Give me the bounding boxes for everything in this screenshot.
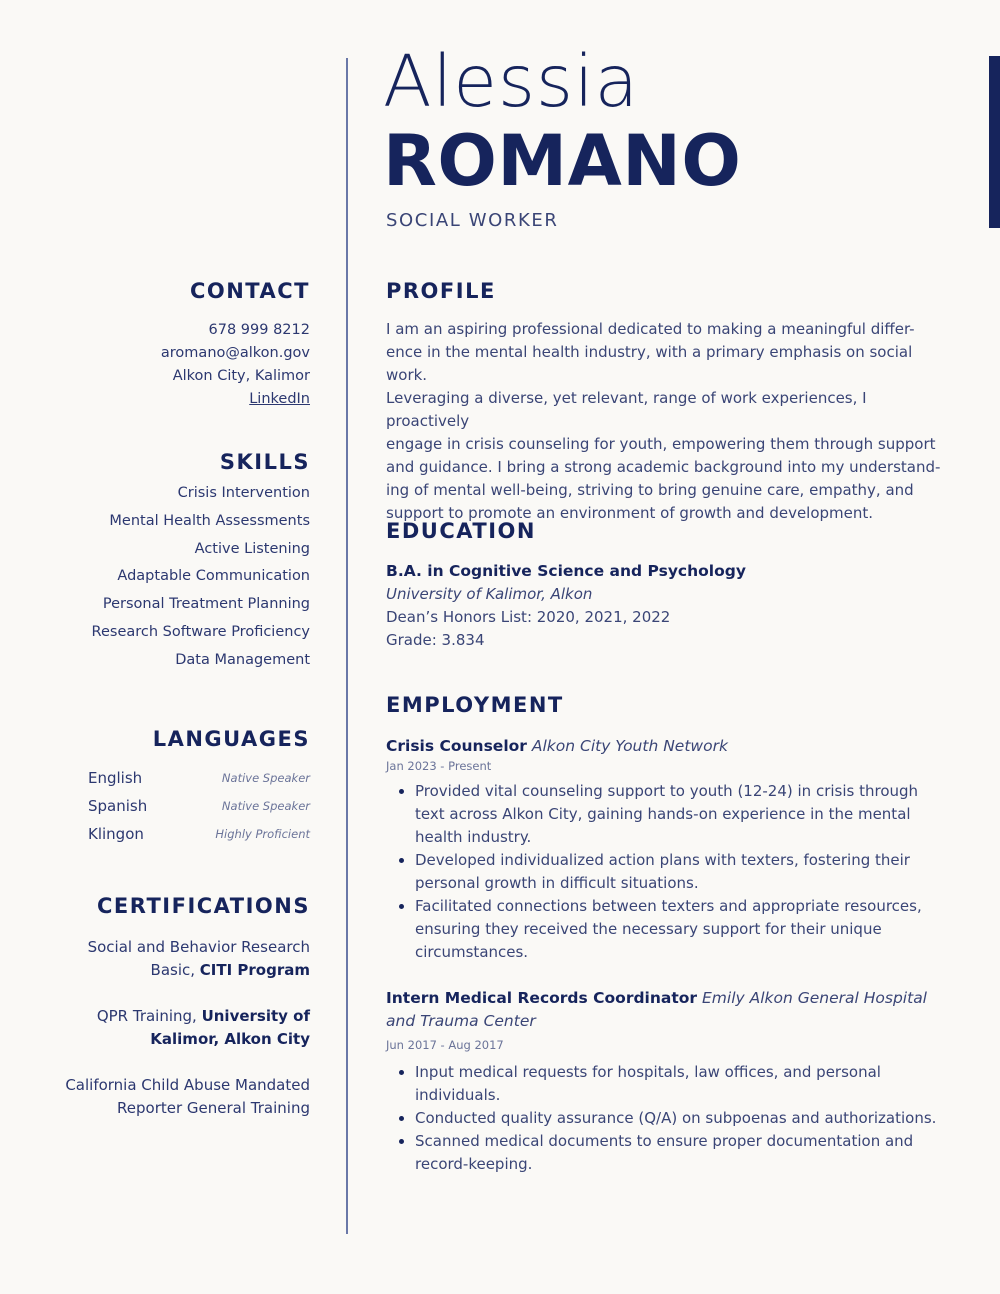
- skills-heading: SKILLS: [219, 450, 310, 474]
- skill-item: Personal Treatment Planning: [102, 596, 310, 613]
- job-bullet: • Scanned medical documents to ensure proper documentation and record-keeping.: [415, 1130, 946, 1176]
- certification-line: Reporter General Training: [117, 1099, 310, 1117]
- certification-issuer: CITI Program: [199, 961, 310, 979]
- languages-heading: LANGUAGES: [152, 727, 310, 751]
- language-row: [88, 764, 310, 792]
- job-bullet: • Facilitated connections between texters and appropriate resources, ensuring they received the necessary support for their unique circumstances.: [415, 895, 946, 964]
- job-bullet: • Developed individualized action plans with texters, fostering their personal growth in difficult situations.: [415, 849, 946, 895]
- language-level: Native Speaker: [221, 799, 310, 813]
- skill-item: Crisis Intervention: [177, 485, 310, 501]
- language-name: Spanish: [88, 797, 148, 815]
- honors: Dean’s Honors List: 2020, 2021, 2022: [386, 608, 671, 626]
- skill-item: Active Listening: [194, 540, 310, 557]
- profile-line: and guidance. I bring a strong academic background into my understand-: [386, 458, 941, 476]
- contact-heading: CONTACT: [189, 279, 310, 303]
- degree: B.A. in Cognitive Science and Psychology: [386, 562, 746, 580]
- language-row: [88, 820, 310, 848]
- language-level: Highly Proficient: [215, 827, 310, 841]
- job-bullets: [386, 1061, 946, 1176]
- profile-text: [386, 318, 946, 525]
- skill-item: Adaptable Communication: [117, 568, 310, 585]
- job-entry: [386, 987, 946, 1176]
- certification-item: [65, 1005, 310, 1051]
- job-role-line: [386, 987, 946, 1033]
- job-title: SOCIAL WORKER: [386, 210, 559, 231]
- accent-bar: [989, 56, 1000, 228]
- certifications-heading: CERTIFICATIONS: [96, 894, 310, 918]
- job-bullet: • Input medical requests for hospitals, law offices, and personal individuals.: [415, 1061, 946, 1107]
- job-org: Alkon City Youth Network: [531, 737, 728, 755]
- profile-line: I am an aspiring professional dedicated to making a meaningful differ-: [386, 320, 915, 338]
- certification-line: California Child Abuse Mandated: [65, 1076, 310, 1094]
- last-name: ROMANO: [383, 120, 742, 202]
- certification-line: [65, 1005, 310, 1028]
- certification-line: Social and Behavior Research: [87, 938, 310, 956]
- language-name: English: [88, 769, 143, 787]
- profile-line: support to promote an environment of growth and development.: [386, 504, 874, 522]
- linkedin-link[interactable]: LinkedIn: [249, 391, 310, 407]
- employment-heading: EMPLOYMENT: [386, 693, 564, 717]
- certification-item: [65, 936, 310, 982]
- certification-issuer: Kalimor, Alkon City: [150, 1030, 310, 1048]
- profile-line: engage in crisis counseling for youth, empowering them through support: [386, 435, 936, 453]
- grade: Grade: 3.834: [386, 631, 485, 649]
- language-row: [88, 792, 310, 820]
- job-bullets: [386, 780, 946, 964]
- skill-item: Research Software Proficiency: [91, 623, 310, 640]
- profile-line: ence in the mental health industry, with a primary emphasis on social work.: [386, 343, 913, 384]
- job-role-line: [386, 735, 946, 758]
- job-role: Crisis Counselor: [386, 737, 527, 755]
- certification-text: Basic,: [150, 961, 200, 979]
- languages-section: [153, 727, 310, 751]
- job-dates: Jun 2017 - Aug 2017: [386, 1038, 504, 1052]
- first-name: Alessia: [383, 40, 640, 123]
- contact-phone: 678 999 8212: [208, 322, 310, 338]
- skills-section: [92, 450, 310, 675]
- contact-email[interactable]: aromano@alkon.gov: [160, 345, 310, 361]
- skill-item: Data Management: [175, 651, 310, 668]
- job-role: Intern Medical Records Coordinator: [386, 989, 698, 1007]
- certifications-section: [65, 894, 310, 1120]
- language-name: Klingon: [88, 825, 144, 843]
- profile-line: Leveraging a diverse, yet relevant, range of work experiences, I proactively: [386, 389, 867, 430]
- certification-item: [65, 1074, 310, 1120]
- contact-location: Alkon City, Kalimor: [172, 368, 310, 384]
- education-entry: [386, 560, 946, 652]
- certification-text: QPR Training,: [96, 1007, 202, 1025]
- education-heading: EDUCATION: [386, 519, 536, 543]
- language-level: Native Speaker: [221, 771, 310, 785]
- certification-issuer: University of: [201, 1007, 310, 1025]
- profile-line: ing of mental well-being, striving to bring genuine care, empathy, and: [386, 481, 914, 499]
- job-entry: [386, 735, 946, 964]
- school: University of Kalimor, Alkon: [386, 585, 593, 603]
- job-bullet: • Conducted quality assurance (Q/A) on subpoenas and authorizations.: [415, 1107, 946, 1130]
- contact-section: [161, 279, 310, 411]
- job-dates: Jan 2023 - Present: [386, 759, 492, 773]
- column-divider: [346, 58, 348, 1234]
- certification-line: [65, 959, 310, 982]
- job-bullet: • Provided vital counseling support to youth (12-24) in crisis through text across Alkon City, gaining hands-on experience in the mental health industry.: [415, 780, 946, 849]
- skill-item: Mental Health Assessments: [109, 512, 310, 529]
- job-org: Emily Alkon General Hospital and Trauma Center: [386, 989, 927, 1030]
- languages-table: [88, 764, 310, 848]
- profile-heading: PROFILE: [386, 279, 496, 303]
- certification-line: [65, 1028, 310, 1051]
